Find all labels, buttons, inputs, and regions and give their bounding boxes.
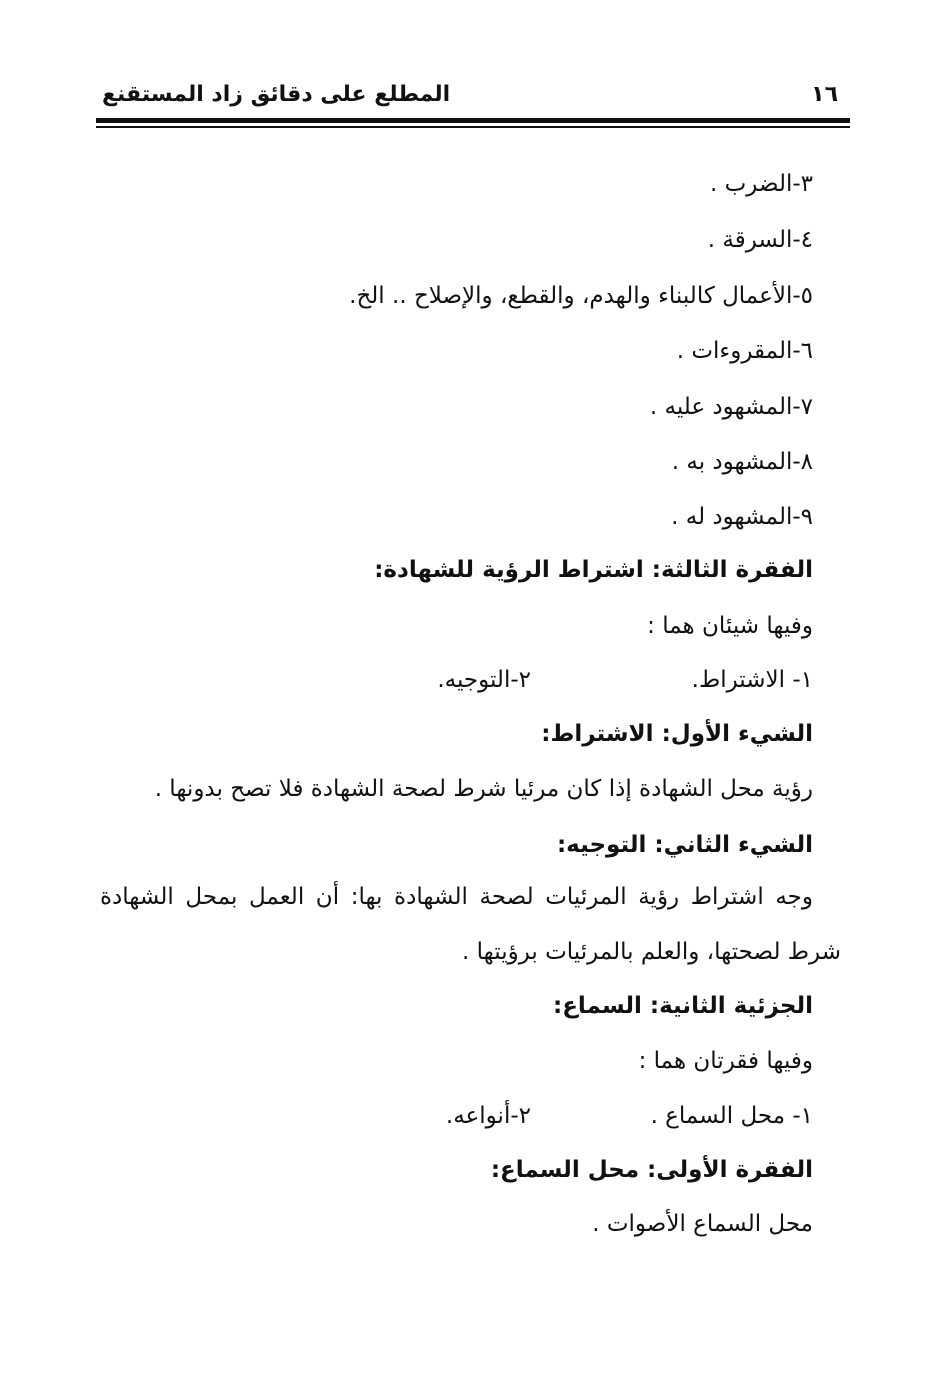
paragraph: شرط لصحتها، والعلم بالمرئيات برؤيتها . <box>462 939 841 965</box>
section-heading: الجزئية الثانية: السماع: <box>553 993 813 1019</box>
section-heading: الشيء الأول: الاشتراط: <box>541 721 813 747</box>
header-rule-thick <box>96 118 850 123</box>
list-item: ٥-الأعمال كالبناء والهدم، والقطع، والإصلاح .. الخ. <box>349 283 813 309</box>
header-rule-thin <box>96 126 850 128</box>
list-item: ٢-أنواعه. <box>445 1103 531 1129</box>
running-title: المطلع على دقائق زاد المستقنع <box>102 82 451 107</box>
paragraph: وجه اشتراط رؤية المرئيات لصحة الشهادة بها: أن العمل بمحل الشهادة <box>100 884 813 910</box>
section-heading: الفقرة الثالثة: اشتراط الرؤية للشهادة: <box>374 557 813 583</box>
list-item: ٢-التوجيه. <box>437 667 531 693</box>
page-number: ١٦ <box>811 82 838 107</box>
section-heading: الفقرة الأولى: محل السماع: <box>490 1157 813 1183</box>
paragraph: محل السماع الأصوات . <box>592 1211 813 1237</box>
paragraph: وفيها شيئان هما : <box>647 613 813 639</box>
list-item: ٨-المشهود به . <box>671 449 813 475</box>
list-item: ٦-المقروءات . <box>676 338 813 364</box>
paragraph: رؤية محل الشهادة إذا كان مرئيا شرط لصحة الشهادة فلا تصح بدونها . <box>154 776 813 802</box>
section-heading: الشيء الثاني: التوجيه: <box>556 832 813 858</box>
list-item: ٤-السرقة . <box>707 227 813 253</box>
page-header <box>96 80 850 110</box>
list-item: ٣-الضرب . <box>710 171 813 197</box>
list-item: ٧-المشهود عليه . <box>649 394 813 420</box>
list-item: ١- محل السماع . <box>650 1103 813 1129</box>
list-item: ١- الاشتراط. <box>691 667 813 693</box>
list-item: ٩-المشهود له . <box>671 504 813 530</box>
paragraph: وفيها فقرتان هما : <box>638 1048 813 1074</box>
